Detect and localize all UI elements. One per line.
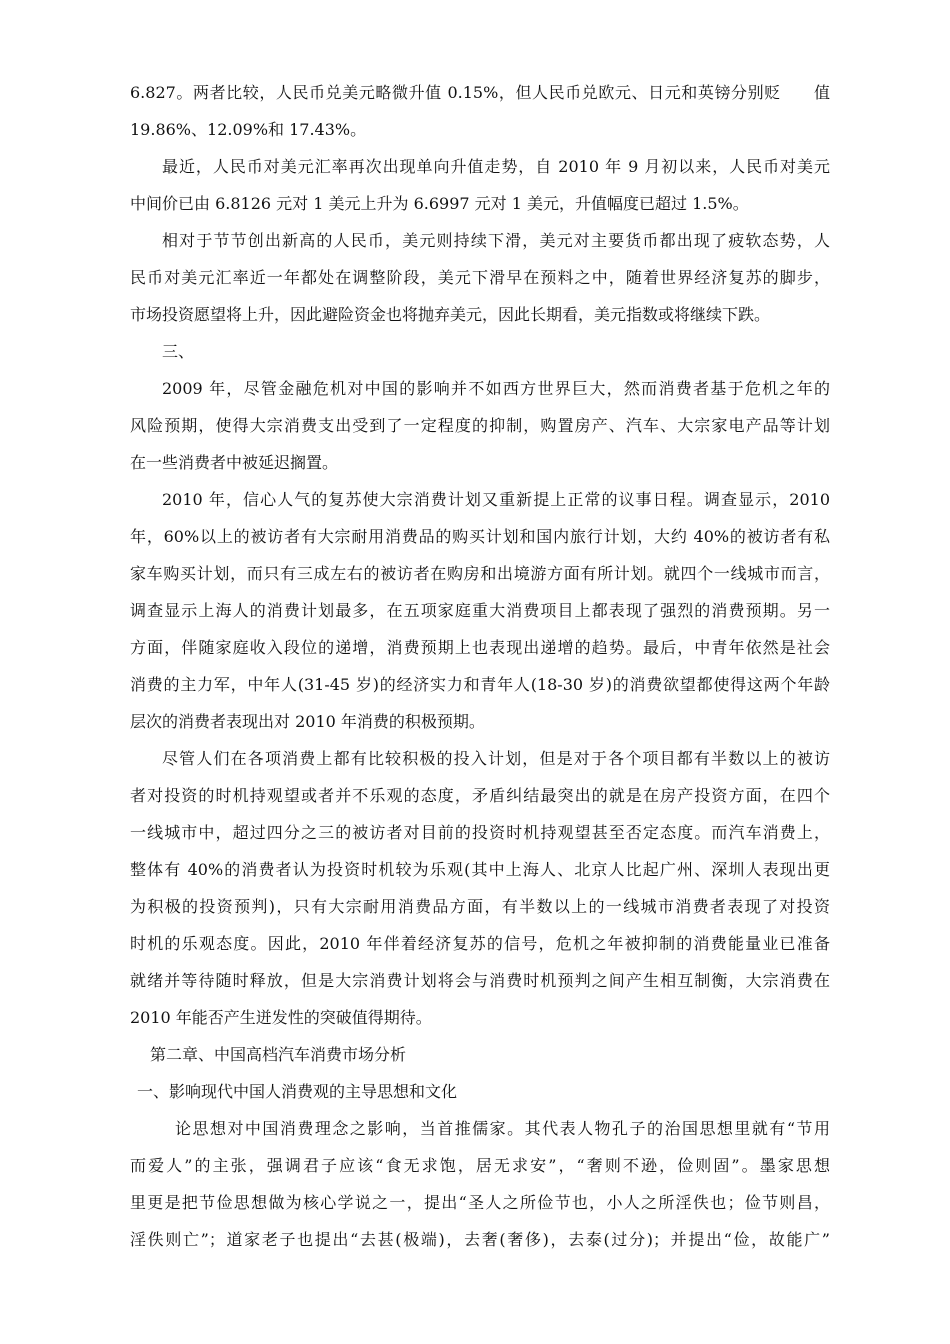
text-line: 民币对美元汇率近一年都处在调整阶段，美元下滑早在预料之中，随着世界经济复苏的脚步，	[130, 268, 830, 287]
text-line: 就绪并等待随时释放，但是大宗消费计划将会与消费时机预判之间产生相互制衡，大宗消费在	[130, 971, 830, 990]
section-heading: 一、影响现代中国人消费观的主导思想和文化	[137, 1082, 458, 1101]
text-line: 论思想对中国消费理念之影响，当首推儒家。其代表人物孔子的治国思想里就有“节用	[175, 1119, 830, 1138]
text-line: 相对于节节创出新高的人民币，美元则持续下滑，美元对主要货币都出现了疲软态势，人	[162, 231, 830, 250]
text-line: 风险预期，使得大宗消费支出受到了一定程度的抑制，购置房产、汽车、大宗家电产品等计划	[130, 416, 830, 435]
text-line: 消费的主力军，中年人(31-45 岁)的经济实力和青年人(18-30 岁)的消费欲望都使得这两个年龄	[130, 675, 830, 694]
text-line: 层次的消费者表现出对 2010 年消费的积极预期。	[130, 712, 485, 731]
text-line: 而爱人”的主张，强调君子应该“食无求饱，居无求安”，“奢则不逊，俭则固”。墨家思想	[130, 1156, 830, 1175]
text-line: 6.827。两者比较，人民币兑美元略微升值 0.15%，但人民币兑欧元、日元和英镑分别贬 值	[130, 83, 830, 102]
text-line: 整体有 40%的消费者认为投资时机较为乐观(其中上海人、北京人比起广州、深圳人表现出更	[130, 860, 830, 879]
text-line: 最近，人民币对美元汇率再次出现单向升值走势，自 2010 年 9 月初以来，人民币对美元	[162, 157, 830, 176]
text-line: 尽管人们在各项消费上都有比较积极的投入计划，但是对于各个项目都有半数以上的被访	[162, 749, 830, 768]
text-line: 者对投资的时机持观望或者并不乐观的态度，矛盾纠结最突出的就是在房产投资方面，在四个	[130, 786, 830, 805]
text-line: 19.86%、12.09%和 17.43%。	[130, 120, 367, 139]
chapter-heading: 第二章、中国高档汽车消费市场分析	[150, 1045, 407, 1064]
text-line: 时机的乐观态度。因此，2010 年伴着经济复苏的信号，危机之年被抑制的消费能量业已准备	[130, 934, 830, 953]
text-line: 在一些消费者中被延迟搁置。	[130, 453, 339, 472]
text-line: 家车购买计划，而只有三成左右的被访者在购房和出境游方面有所计划。就四个一线城市而言，	[130, 564, 830, 583]
text-line: 2010 年，信心人气的复苏使大宗消费计划又重新提上正常的议事日程。调查显示，2010	[162, 490, 830, 509]
text-line: 2009 年，尽管金融危机对中国的影响并不如西方世界巨大，然而消费者基于危机之年的	[162, 379, 830, 398]
text-line: 市场投资愿望将上升，因此避险资金也将抛弃美元，因此长期看，美元指数或将继续下跌。	[130, 305, 771, 324]
text-line: 2010 年能否产生迸发性的突破值得期待。	[130, 1008, 432, 1027]
text-line: 淫佚则亡”；道家老子也提出“去甚(极端)，去奢(奢侈)，去泰(过分)；并提出“俭，故能广”	[130, 1230, 830, 1249]
text-line: 一线城市中，超过四分之三的被访者对目前的投资时机持观望甚至否定态度。而汽车消费上，	[130, 823, 830, 842]
text-line: 调查显示上海人的消费计划最多，在五项家庭重大消费项目上都表现了强烈的消费预期。另一	[130, 601, 830, 620]
text-line: 年，60%以上的被访者有大宗耐用消费品的购买计划和国内旅行计划，大约 40%的被访者有私	[130, 527, 830, 546]
text-line: 里更是把节俭思想做为核心学说之一，提出“圣人之所俭节也，小人之所淫佚也；俭节则昌，	[130, 1193, 830, 1212]
text-line: 中间价已由 6.8126 元对 1 美元上升为 6.6997 元对 1 美元，升值幅度已超过 1.5%。	[130, 194, 749, 213]
text-line: 方面，伴随家庭收入段位的递增，消费预期上也表现出递增的趋势。最后，中青年依然是社会	[130, 638, 830, 657]
text-line: 为积极的投资预判)，只有大宗耐用消费品方面，有半数以上的一线城市消费者表现了对投资	[130, 897, 830, 916]
section-number: 三、	[162, 342, 195, 361]
